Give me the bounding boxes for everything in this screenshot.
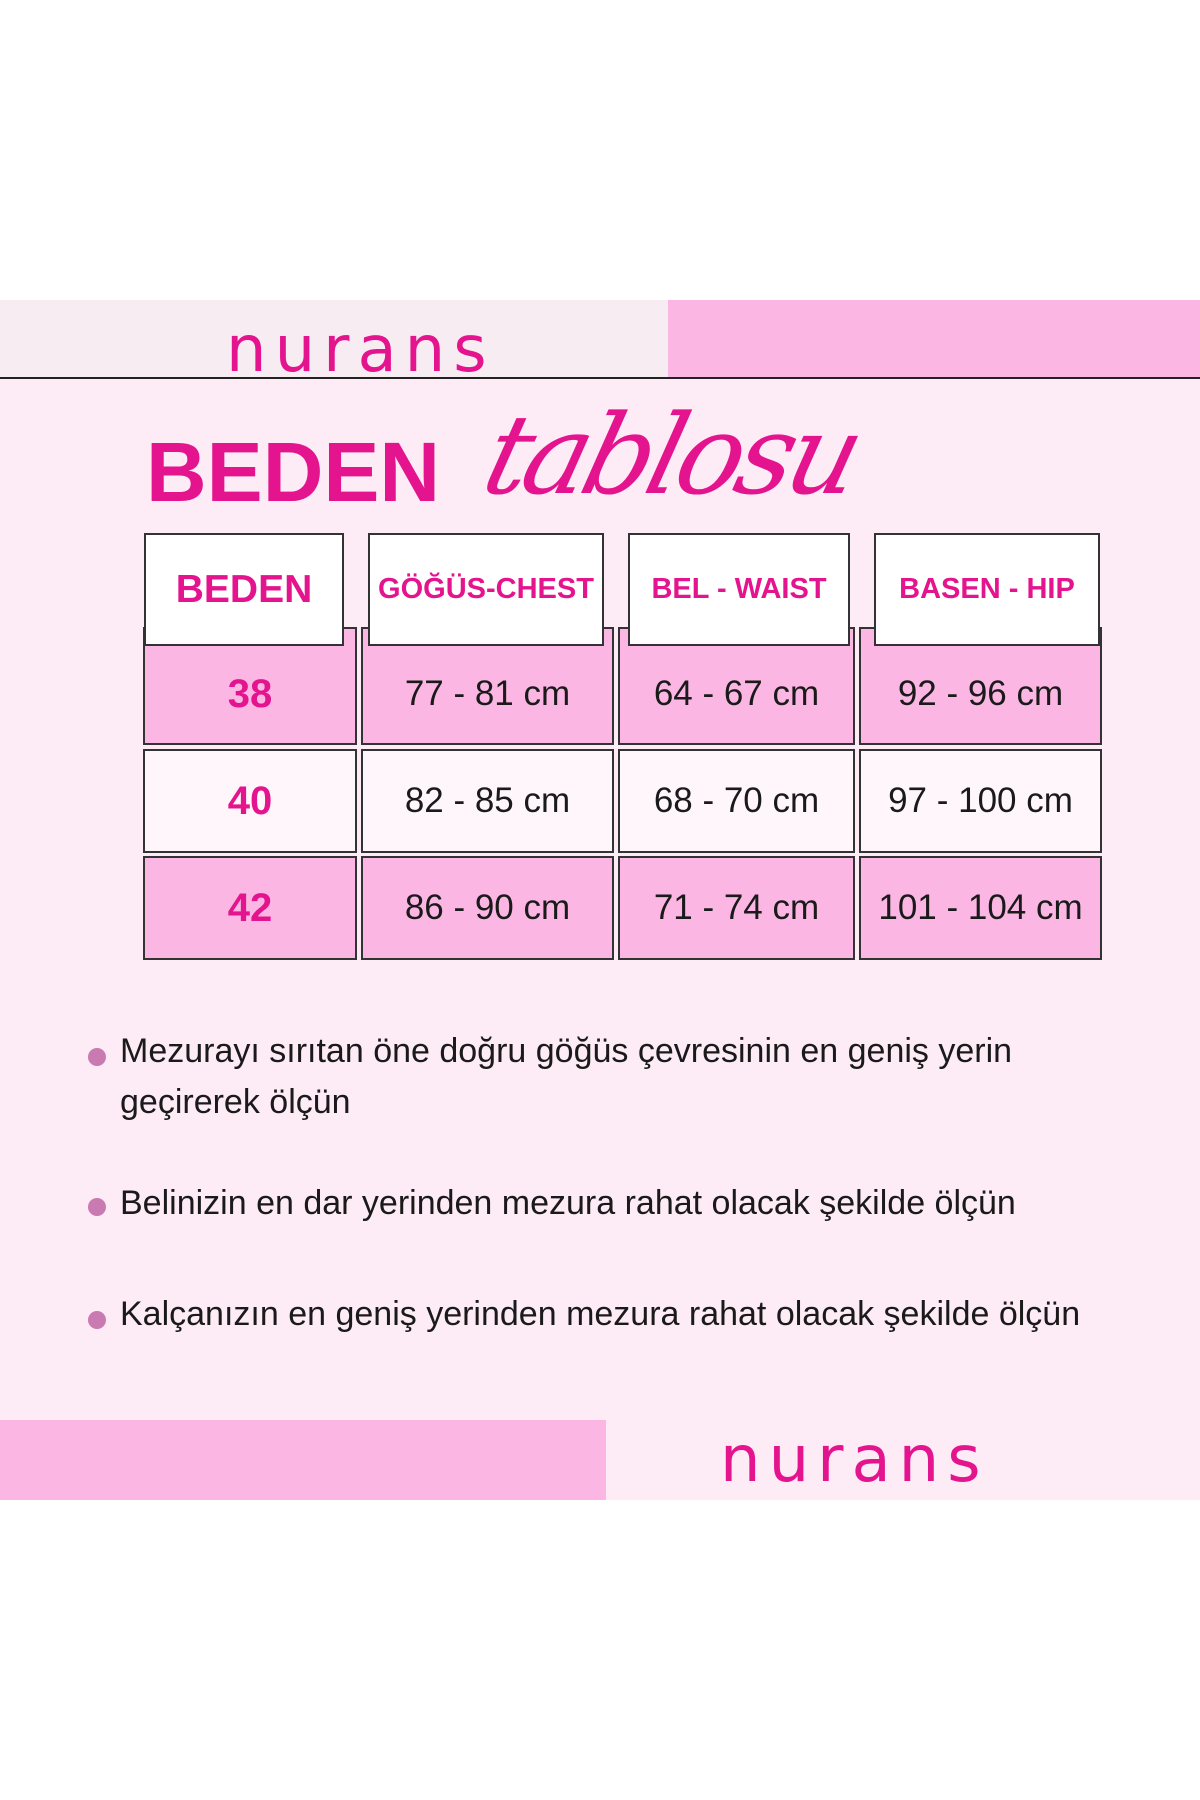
row-40-size: 40 [143,749,357,853]
row-40-waist: 68 - 70 cm [618,749,855,853]
row-42-chest: 86 - 90 cm [361,856,614,960]
row-38-size: 38 [143,627,357,745]
top-band-right [668,300,1200,378]
top-divider [0,377,1200,379]
row-42-hip: 101 - 104 cm [859,856,1102,960]
note-waist-text: Belinizin en dar yerinden mezura rahat olacak şekilde ölçün [120,1184,1016,1222]
row-38-waist: 64 - 67 cm [618,627,855,745]
row-42-waist: 71 - 74 cm [618,856,855,960]
brand-logo-bottom: nurans [720,1423,989,1497]
brand-logo-top: nurans [226,313,495,387]
row-38-chest: 77 - 81 cm [361,627,614,745]
row-42-size: 42 [143,856,357,960]
note-chest-text: Mezurayı sırıtan öne doğru göğüs çevresinin en geniş yerin geçirerek ölçün [120,1032,1013,1121]
note-hip-text: Kalçanızın en geniş yerinden mezura rahat olacak şekilde ölçün [120,1295,1081,1333]
title-script: tablosu [472,391,871,519]
note-hip [88,1289,1148,1340]
header-size: BEDEN [144,533,344,646]
bullet-icon [88,1048,106,1066]
note-waist [88,1178,1148,1229]
header-hip: BASEN - HIP [874,533,1100,646]
row-38-hip: 92 - 96 cm [859,627,1102,745]
row-40-chest: 82 - 85 cm [361,749,614,853]
header-chest: GÖĞÜS-CHEST [368,533,604,646]
bullet-icon [88,1198,106,1216]
bottom-band-left [0,1420,606,1500]
note-chest [88,1026,1148,1128]
title-main: BEDEN [146,425,441,519]
row-40-hip: 97 - 100 cm [859,749,1102,853]
bullet-icon [88,1311,106,1329]
header-waist: BEL - WAIST [628,533,850,646]
